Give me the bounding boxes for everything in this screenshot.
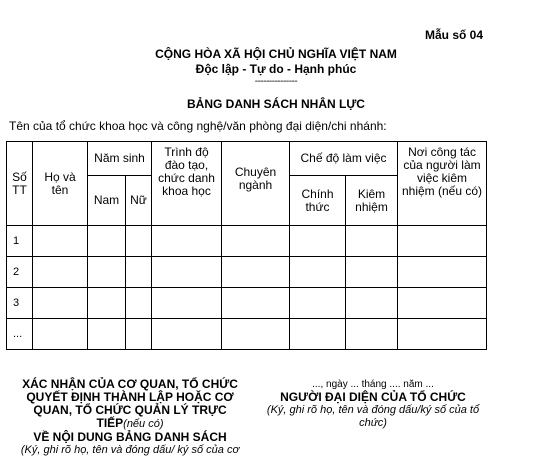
header-degree: Trình độ đào tạo, chức danh khoa học bbox=[152, 142, 222, 226]
confirmation-heading-line: XÁC NHẬN CỦA CƠ QUAN, TỔ CHỨC bbox=[22, 377, 238, 391]
header-workplace: Nơi công tác của người làm việc kiêm nhiệm (nếu có) bbox=[398, 142, 487, 226]
representative-sign-note: (Ký, ghi rõ họ, tên và đóng dấu/ký số của tổ bbox=[266, 404, 480, 416]
confirmation-optional-note: (nếu có) bbox=[123, 418, 164, 430]
table-cell bbox=[346, 257, 398, 288]
form-number: Mẫu số 04 bbox=[425, 28, 484, 42]
table-cell bbox=[33, 288, 88, 319]
representative-block bbox=[250, 378, 496, 430]
table-cell bbox=[152, 257, 222, 288]
table-cell bbox=[222, 226, 290, 257]
header-female: Nữ bbox=[126, 176, 152, 226]
table-row bbox=[7, 319, 487, 350]
organization-line: Tên của tổ chức khoa học và công nghệ/văn phòng đại diện/chi nhánh: bbox=[9, 119, 387, 133]
table-cell bbox=[33, 257, 88, 288]
confirmation-sign-note: (Ký, ghi rõ họ, tên và đóng dấu/ ký số của cơ bbox=[20, 444, 240, 456]
table-cell bbox=[290, 226, 346, 257]
confirmation-heading-line: QUAN, TỔ CHỨC QUẢN LÝ TRỰC bbox=[33, 403, 227, 417]
confirmation-heading-line: VỀ NỘI DUNG BẢNG DANH SÁCH bbox=[33, 430, 227, 444]
header-name: Họ và tên bbox=[33, 142, 88, 226]
table-cell bbox=[346, 288, 398, 319]
table-cell bbox=[152, 288, 222, 319]
table-cell bbox=[33, 319, 88, 350]
confirmation-heading-line: QUYẾT ĐỊNH THÀNH LẬP HOẶC CƠ bbox=[26, 390, 234, 404]
confirmation-heading-line bbox=[8, 417, 252, 431]
table-row bbox=[7, 226, 487, 257]
table-cell bbox=[222, 288, 290, 319]
table-cell bbox=[398, 319, 487, 350]
table-cell bbox=[88, 226, 126, 257]
table-cell bbox=[346, 319, 398, 350]
table-cell bbox=[88, 319, 126, 350]
table-cell bbox=[346, 226, 398, 257]
table-cell bbox=[126, 319, 152, 350]
table-cell bbox=[152, 319, 222, 350]
row-number: 3 bbox=[7, 288, 33, 319]
header-birth-year: Năm sinh bbox=[88, 142, 152, 176]
document-title: BẢNG DANH SÁCH NHÂN LỰC bbox=[187, 97, 365, 111]
national-title: CỘNG HÒA XÃ HỘI CHỦ NGHĨA VIỆT NAM bbox=[155, 47, 397, 61]
header-major: Chuyên ngành bbox=[222, 142, 290, 226]
table-cell bbox=[126, 288, 152, 319]
table-cell bbox=[126, 226, 152, 257]
table-row bbox=[7, 257, 487, 288]
confirmation-block bbox=[8, 378, 252, 457]
header-separator: --------------- bbox=[254, 76, 298, 87]
table-cell bbox=[126, 257, 152, 288]
table-cell bbox=[88, 288, 126, 319]
table-cell bbox=[290, 319, 346, 350]
representative-sign-note: chức) bbox=[359, 417, 387, 429]
date-line: ..., ngày ... tháng .... năm ... bbox=[312, 379, 434, 390]
personnel-table bbox=[6, 141, 487, 350]
header-stt: Số TT bbox=[7, 142, 33, 226]
table-cell bbox=[222, 257, 290, 288]
header-male: Nam bbox=[88, 176, 126, 226]
table-cell bbox=[222, 319, 290, 350]
table-row bbox=[7, 288, 487, 319]
representative-heading: NGƯỜI ĐẠI DIỆN CỦA TỔ CHỨC bbox=[280, 390, 466, 404]
row-number: 2 bbox=[7, 257, 33, 288]
table-cell bbox=[88, 257, 126, 288]
table-cell bbox=[152, 226, 222, 257]
table-cell bbox=[398, 226, 487, 257]
table-cell bbox=[290, 288, 346, 319]
table-cell bbox=[398, 257, 487, 288]
national-motto: Độc lập - Tự do - Hạnh phúc bbox=[195, 62, 357, 76]
table-cell bbox=[33, 226, 88, 257]
confirmation-heading-text: TIẾP bbox=[96, 416, 124, 430]
row-number: ... bbox=[7, 319, 33, 350]
header-work-regime: Chế độ làm việc bbox=[290, 142, 398, 176]
header-part-time: Kiêm nhiệm bbox=[346, 176, 398, 226]
header-full-time: Chính thức bbox=[290, 176, 346, 226]
table-cell bbox=[398, 288, 487, 319]
table-cell bbox=[290, 257, 346, 288]
row-number: 1 bbox=[7, 226, 33, 257]
